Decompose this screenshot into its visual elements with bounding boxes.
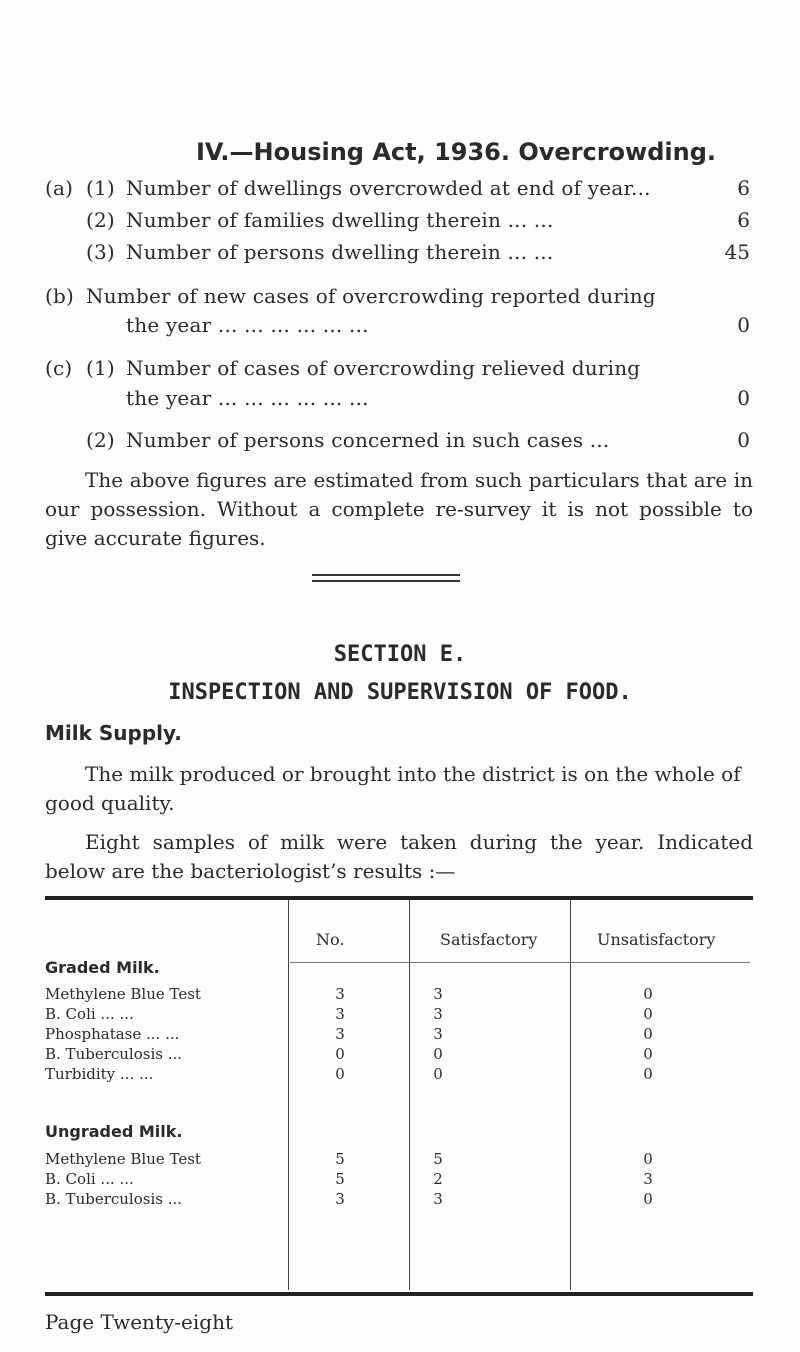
- row-unsatisfactory: 0: [643, 1190, 653, 1208]
- row-no: 3: [335, 1005, 345, 1023]
- row-satisfactory: 0: [433, 1045, 443, 1063]
- row-satisfactory: 5: [433, 1150, 443, 1168]
- row-name: Methylene Blue Test: [45, 985, 201, 1003]
- row-no: 3: [335, 1190, 345, 1208]
- row-unsatisfactory: 3: [643, 1170, 653, 1188]
- table-divider-2: [409, 900, 410, 1290]
- page-footer: Page Twenty-eight: [45, 1310, 233, 1334]
- item-b-value: 0: [737, 313, 750, 337]
- row-satisfactory: 3: [433, 1025, 443, 1043]
- table-top-rule: [45, 896, 753, 900]
- row-satisfactory: 0: [433, 1065, 443, 1083]
- row-no: 3: [335, 985, 345, 1003]
- milk-paragraph-2: Eight samples of milk were taken during the year. Indicated below are the bacteriologist’s results :—: [45, 830, 753, 883]
- item-a2-text: Number of families dwelling therein ... ...: [126, 208, 554, 232]
- section-subtitle: INSPECTION AND SUPERVISION OF FOOD.: [168, 680, 632, 705]
- row-unsatisfactory: 0: [643, 985, 653, 1003]
- row-no: 0: [335, 1065, 345, 1083]
- housing-note: The above figures are estimated from such particulars that are in our possession. Without a complete re-survey it is not possible to give accurate figures.: [45, 468, 753, 550]
- row-name: B. Tuberculosis ...: [45, 1190, 183, 1208]
- row-no: 0: [335, 1045, 345, 1063]
- ungraded-milk-heading: Ungraded Milk.: [45, 1122, 183, 1141]
- table-divider-3: [570, 900, 571, 1290]
- row-no: 5: [335, 1150, 345, 1168]
- table-header-rule: [290, 962, 750, 963]
- item-a1-text: Number of dwellings overcrowded at end of year...: [126, 176, 651, 200]
- row-no: 3: [335, 1025, 345, 1043]
- table-bottom-rule: [45, 1292, 753, 1296]
- item-a-label: (a): [45, 176, 74, 200]
- item-c1-text-line2: the year ... ... ... ... ... ...: [126, 386, 369, 410]
- milk-supply-heading: Milk Supply.: [45, 721, 182, 745]
- row-satisfactory: 3: [433, 1190, 443, 1208]
- row-name: Methylene Blue Test: [45, 1150, 201, 1168]
- col-header-unsatisfactory: Unsatisfactory: [597, 930, 716, 949]
- item-b-text-line2: the year ... ... ... ... ... ...: [126, 313, 369, 337]
- graded-milk-heading: Graded Milk.: [45, 958, 160, 977]
- item-a3-text: Number of persons dwelling therein ... ...: [126, 240, 554, 264]
- row-name: B. Coli ... ...: [45, 1170, 134, 1188]
- item-a3-value: 45: [724, 240, 750, 264]
- row-satisfactory: 3: [433, 1005, 443, 1023]
- table-divider-1: [288, 900, 289, 1290]
- item-c1-text-line1: Number of cases of overcrowding relieved during: [126, 356, 641, 380]
- item-c2-text: Number of persons concerned in such cases ...: [126, 428, 610, 452]
- col-header-no: No.: [316, 930, 345, 949]
- item-b-text-line1: Number of new cases of overcrowding reported during: [86, 284, 656, 308]
- item-c1-number: (1): [86, 356, 115, 380]
- section-title: SECTION E.: [333, 642, 467, 667]
- separator-rule-top: [312, 574, 460, 576]
- row-name: B. Coli ... ...: [45, 1005, 134, 1023]
- row-satisfactory: 3: [433, 985, 443, 1003]
- row-unsatisfactory: 0: [643, 1025, 653, 1043]
- row-unsatisfactory: 0: [643, 1045, 653, 1063]
- item-c2-number: (2): [86, 428, 115, 452]
- milk-paragraph-1: The milk produced or brought into the district is on the whole of good quality.: [45, 762, 741, 815]
- item-a1-value: 6: [737, 176, 750, 200]
- row-unsatisfactory: 0: [643, 1150, 653, 1168]
- item-c2-value: 0: [737, 428, 750, 452]
- housing-title: IV.—Housing Act, 1936. Overcrowding.: [196, 138, 717, 166]
- item-a1-number: (1): [86, 176, 115, 200]
- row-satisfactory: 2: [433, 1170, 443, 1188]
- separator-rule-bottom: [312, 580, 460, 582]
- col-header-satisfactory: Satisfactory: [440, 930, 538, 949]
- row-name: Phosphatase ... ...: [45, 1025, 180, 1043]
- row-unsatisfactory: 0: [643, 1065, 653, 1083]
- item-a2-value: 6: [737, 208, 750, 232]
- row-unsatisfactory: 0: [643, 1005, 653, 1023]
- item-c1-value: 0: [737, 386, 750, 410]
- item-b-label: (b): [45, 284, 75, 308]
- item-c-label: (c): [45, 356, 73, 380]
- row-name: B. Tuberculosis ...: [45, 1045, 183, 1063]
- row-name: Turbidity ... ...: [45, 1065, 154, 1083]
- item-a2-number: (2): [86, 208, 115, 232]
- item-a3-number: (3): [86, 240, 115, 264]
- row-no: 5: [335, 1170, 345, 1188]
